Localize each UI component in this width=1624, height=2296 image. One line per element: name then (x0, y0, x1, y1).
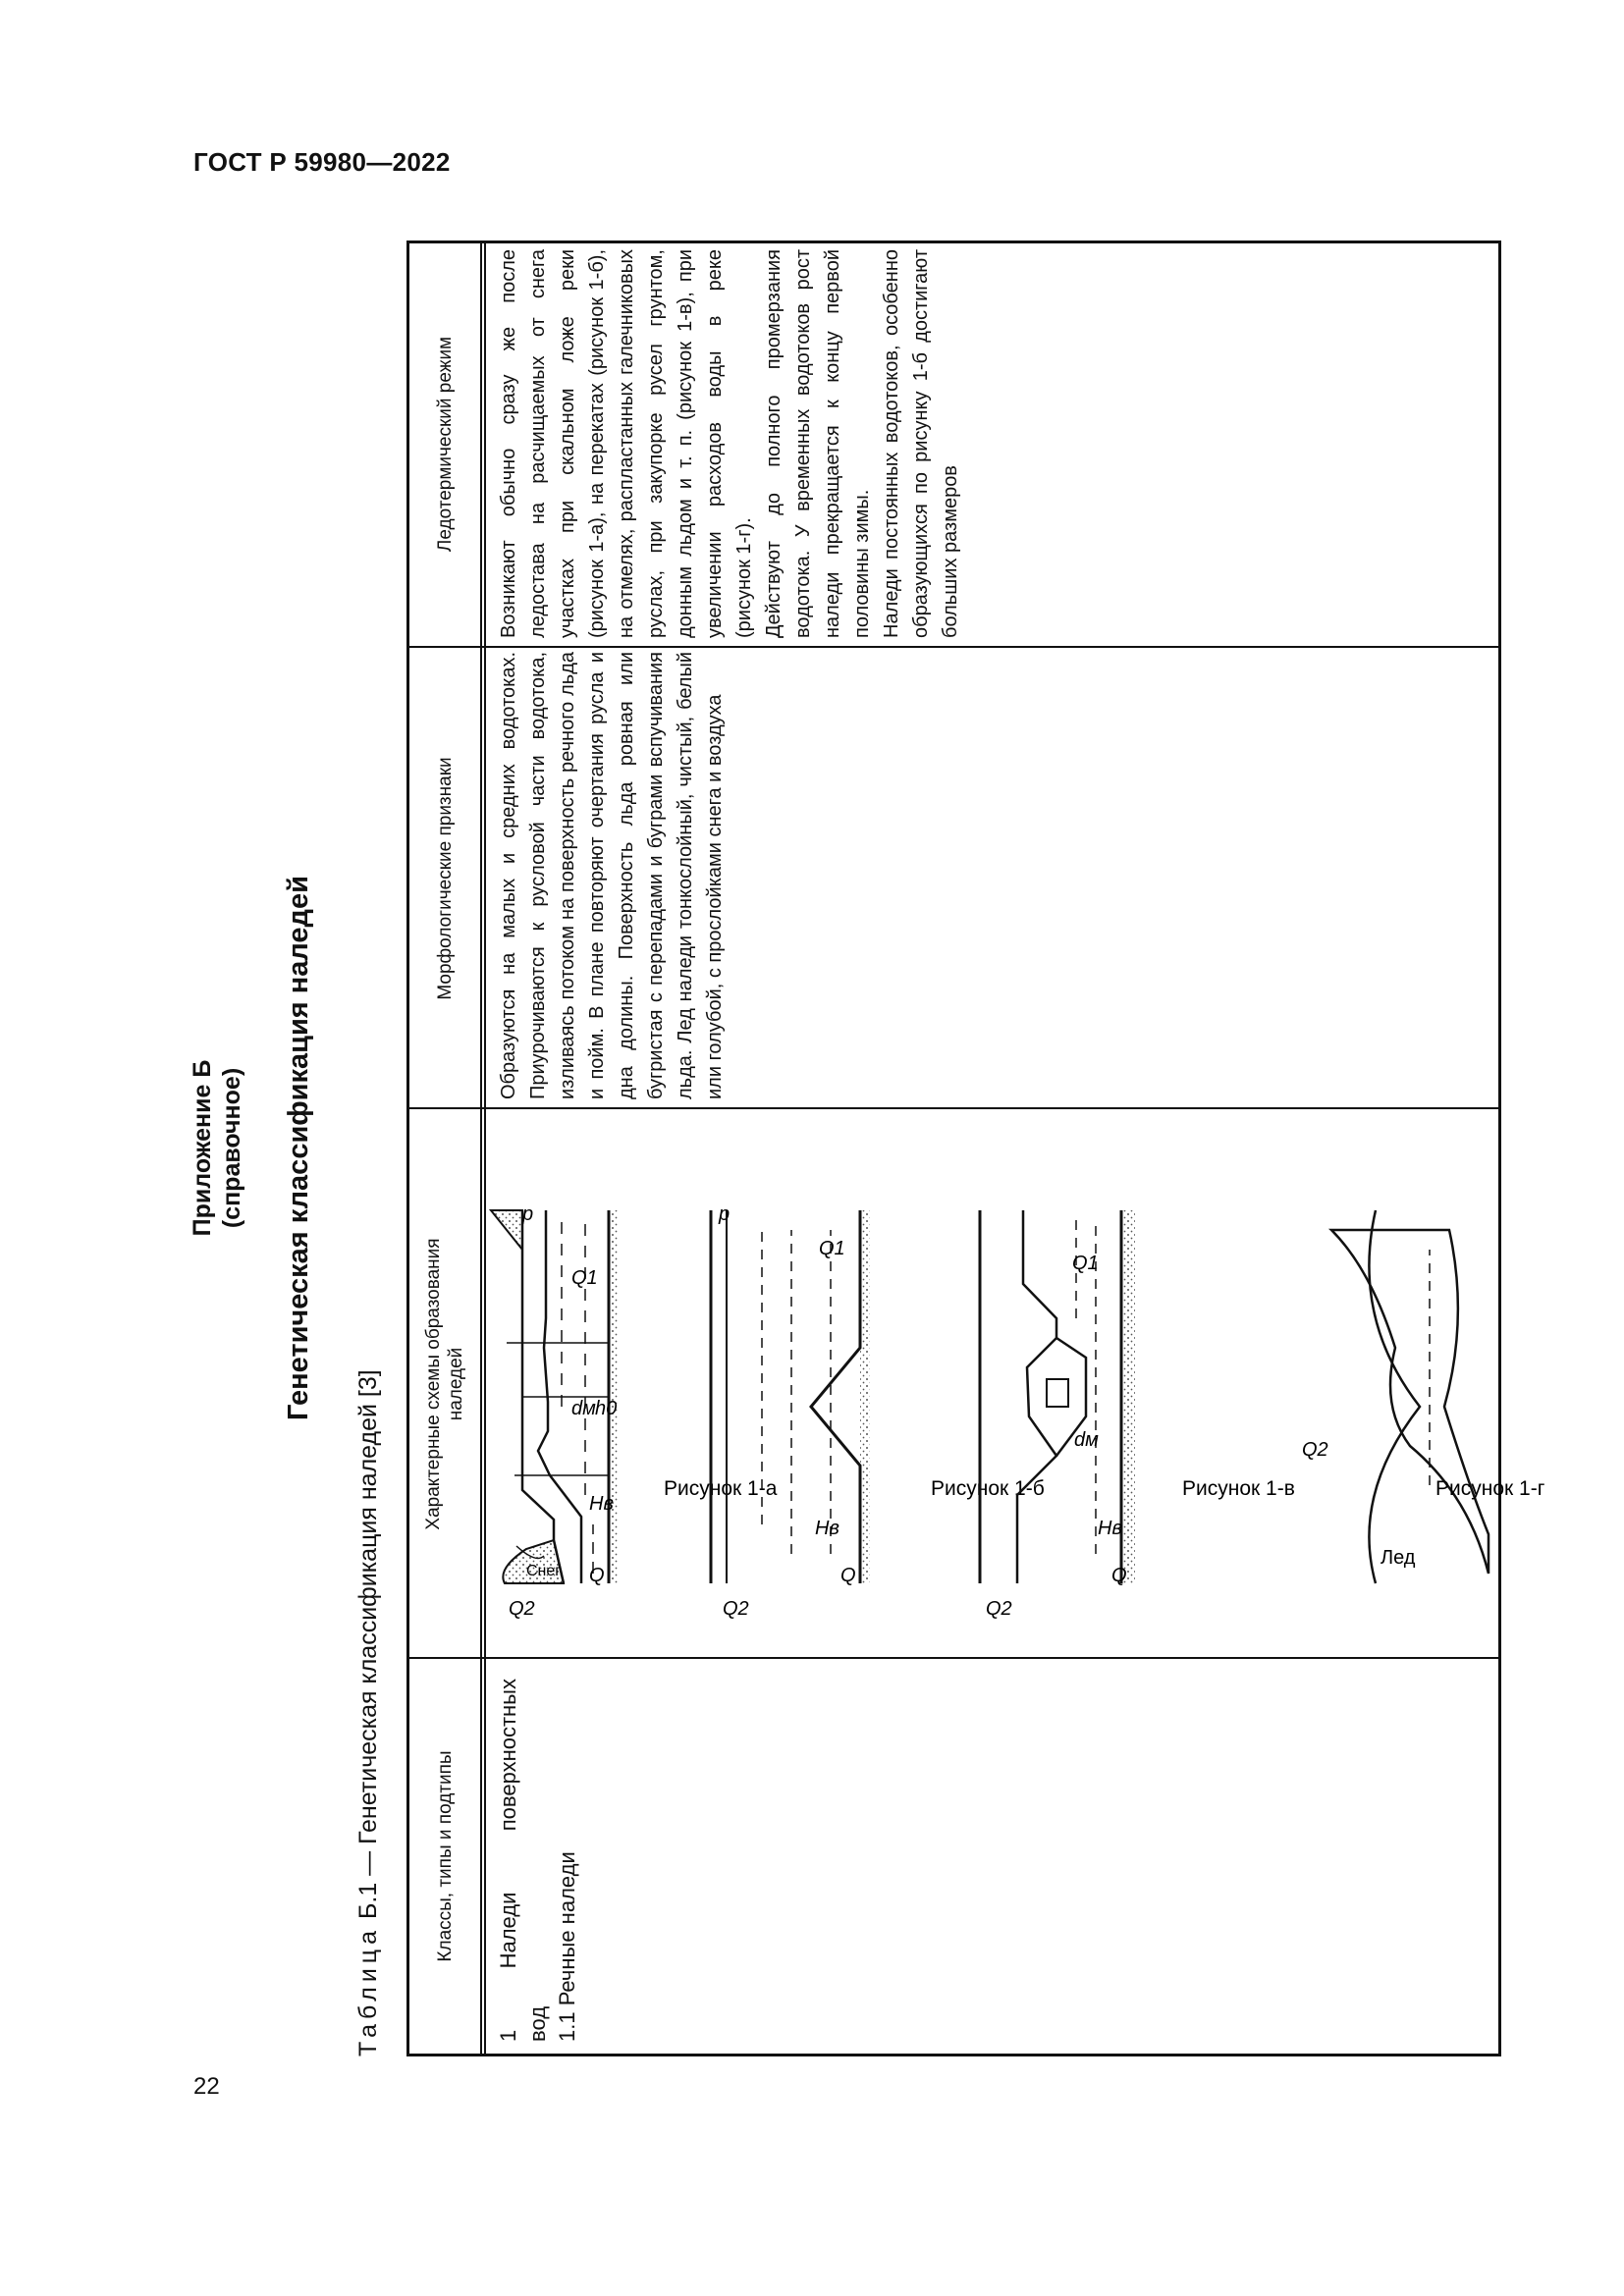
table-caption (354, 1369, 383, 2056)
annex-type: (справочное) (218, 1067, 245, 1229)
label-h0: h0 (595, 1398, 618, 1419)
classification-table (406, 240, 1545, 2056)
annex-label: Приложение Б (189, 1059, 216, 1237)
ground-line (1369, 1210, 1420, 1583)
caption-fig-1v: Рисунок 1-в (1182, 1477, 1295, 1500)
label-Q1: Q1 (571, 1267, 598, 1289)
column-divider (409, 1657, 1498, 1659)
class-name-cont: вод (525, 2005, 550, 2042)
icing-schemes (487, 1112, 1545, 1642)
header-regime: Ледотермический режим (434, 336, 456, 553)
label-Hv: Hв (589, 1493, 614, 1515)
label-Q: Q (1111, 1565, 1127, 1586)
subtype-name: 1.1 Речные наледи (555, 1851, 579, 2042)
regime-paragraph-3: Наледи постоянных водотоков, особенно образующихся по рисунку 1-б достигают больших размеров (881, 249, 961, 638)
regime-paragraph-2: Действуют до полного промерзания водотока. У временных водотоков рост наледи прекращается к концу первой половины зимы. (763, 249, 873, 638)
column-divider (409, 1107, 1498, 1109)
caption-fig-1a: Рисунок 1-а (664, 1477, 778, 1500)
label-ice: Лед (1380, 1547, 1416, 1569)
class-cell (494, 1679, 582, 2042)
morphology-text: Образуются на малых и средних водотоках. Приурочиваются к русловой части водотока, изливаясь потоком на поверхность речного льда и пойм. В плане повторяют очертания русла и дна долины. Поверхность льда ровная или бугристая с перепадами и буграми вспучивания льда. Лед наледи тонкослойный, чистый, белый или голубой, с прослойками снега и воздуха (498, 652, 726, 1099)
snow-bank (491, 1210, 522, 1250)
caption-fig-1g: Рисунок 1-г (1435, 1477, 1545, 1500)
figure-1g (1302, 1210, 1545, 1583)
label-Q: Q (589, 1565, 605, 1586)
label-Q1: Q1 (1072, 1253, 1099, 1274)
ice-block (1047, 1379, 1068, 1407)
figure-1b (711, 1203, 1045, 1620)
label-dm: dм (571, 1398, 596, 1419)
figure-1a (491, 1203, 778, 1620)
label-dm: dм (1074, 1429, 1099, 1451)
label-snow: Снег (526, 1563, 562, 1579)
label-Q2: Q2 (509, 1598, 535, 1620)
regime-cell (494, 249, 965, 638)
class-name: 1 Наледи поверхностных (496, 1679, 520, 2042)
table-caption-prefix: Таблица (354, 1925, 382, 2056)
label-Q1: Q1 (819, 1238, 845, 1259)
annex-title: Генетическая классификация наледей (283, 876, 314, 1420)
header-classes: Классы, типы и подтипы (434, 1750, 456, 1962)
label-Q2: Q2 (1302, 1439, 1328, 1461)
header-schemes: Характерные схемы образования наледей (423, 1238, 466, 1530)
label-p: p (719, 1203, 731, 1225)
label-Q2: Q2 (723, 1598, 749, 1620)
header-divider (480, 243, 482, 2054)
caption-fig-1b: Рисунок 1-б (931, 1477, 1045, 1500)
header-morphology: Морфологические признаки (434, 757, 456, 1000)
figure-1v (980, 1210, 1295, 1620)
water-surface (1017, 1210, 1056, 1583)
label-Hv: Hв (815, 1518, 839, 1539)
label-Q: Q (840, 1565, 856, 1586)
icing-mound (1331, 1230, 1489, 1574)
label-Q2: Q2 (986, 1598, 1012, 1620)
table-caption-rest: Б.1 — Генетическая классификация наледей [3] (354, 1369, 382, 1926)
regime-paragraph-1: Возникают обычно сразу же после ледостава на расчищаемых от снега участках при скальном ложе реки (рисунок 1-а), на перекатах (рисунок 1-б), на отмелях, распластанных галечниковых руслах, при закупорке русел грунтом, донным льдом и т. п. (рисунок 1-в), при увеличении расходов воды в реке (рисунок 1-г). (498, 249, 755, 638)
page-number: 22 (193, 2073, 220, 2100)
column-divider (409, 646, 1498, 648)
morphology-cell (494, 652, 730, 1099)
label-Hv: Hв (1098, 1518, 1122, 1539)
label-p: p (522, 1203, 534, 1225)
standard-code: ГОСТ Р 59980—2022 (193, 147, 451, 177)
header-divider (484, 243, 486, 2054)
river-bed (1121, 1210, 1135, 1583)
